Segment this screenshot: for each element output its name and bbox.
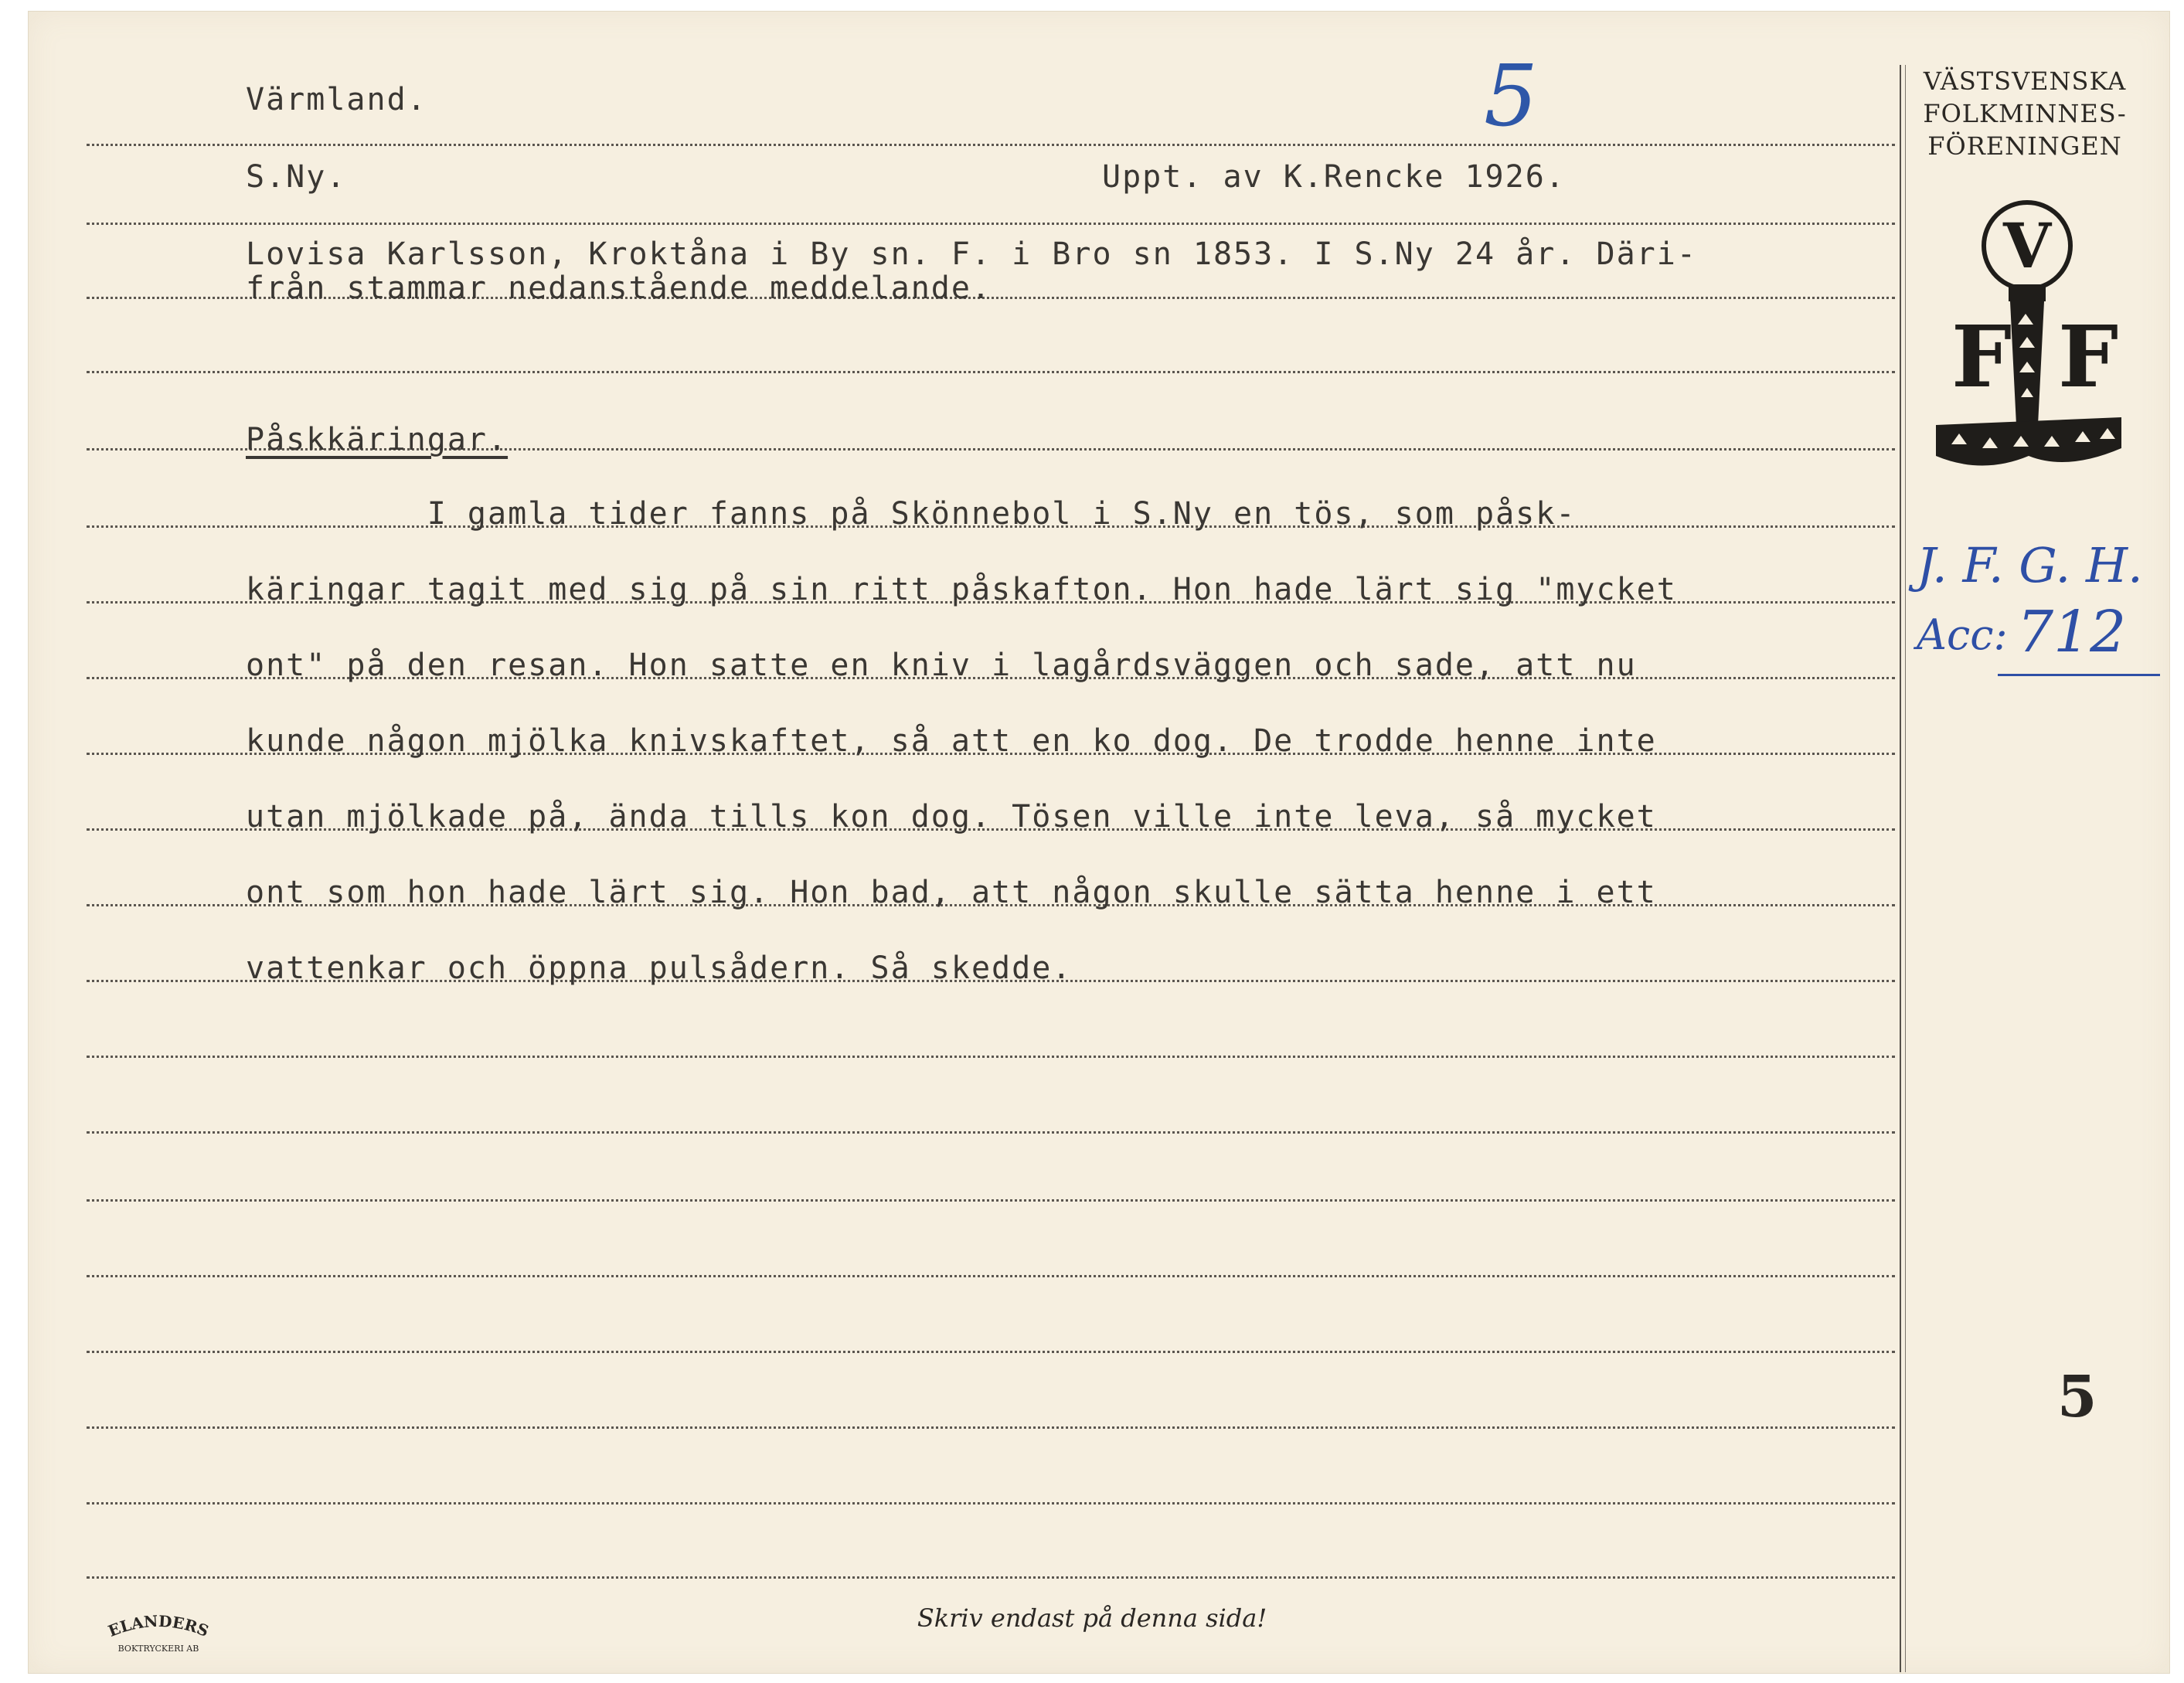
logo-letter-f-left: F <box>1951 307 2012 406</box>
ruled-line <box>87 1502 1895 1504</box>
body-line: ont" på den resan. Hon satte en kniv i lagårdsväggen och sade, att nu <box>246 648 1637 683</box>
body-line: I gamla tider fanns på Skönnebol i S.Ny en tös, som påsk- <box>246 496 1577 532</box>
logo-letter-v: V <box>2002 209 2052 282</box>
story-heading: Påskkäringar. <box>246 422 509 457</box>
ruled-line <box>87 371 1895 373</box>
body-line: ont som hon hade lärt sig. Hon bad, att någon skulle sätta henne i ett <box>246 875 1657 910</box>
printer-name: ELANDERS <box>105 1611 212 1640</box>
ruled-line <box>87 1056 1895 1058</box>
body-line: kunde någon mjölka knivskaftet, så att en ko dog. De trodde henne inte <box>246 723 1657 759</box>
ruled-line <box>87 1426 1895 1429</box>
ruled-line <box>87 1576 1895 1579</box>
printer-subtitle: BOKTRYCKERI AB <box>117 1644 199 1654</box>
body-line: vattenkar och öppna pulsådern. Så skedde. <box>246 950 1073 986</box>
ruled-line <box>87 1351 1895 1353</box>
accession-number: 712 <box>2017 599 2127 665</box>
informant-line-1: Lovisa Karlsson, Kroktåna i By sn. F. i Bro sn 1853. I S.Ny 24 år. Däri- <box>246 236 1697 272</box>
logo-letter-f-right: F <box>2058 307 2119 406</box>
ruled-line <box>87 1275 1895 1277</box>
org-line: FOLKMINNES- <box>1923 99 2127 128</box>
body-line: utan mjölkade på, ända tills kon dog. Tösen ville inte leva, så mycket <box>246 799 1657 835</box>
org-line: VÄSTSVENSKA <box>1923 66 2127 96</box>
organization-name <box>1909 65 2141 162</box>
ruled-line <box>87 1199 1895 1202</box>
archive-code: J. F. G. H. <box>1917 537 2143 593</box>
handwritten-sheet-number: 5 <box>1484 46 1538 145</box>
hammer-logo-icon <box>1928 193 2129 502</box>
informant-line-2: från stammar nedanstående meddelande. <box>246 270 992 306</box>
recorded-by: Uppt. av K.Rencke 1926. <box>1102 159 1566 195</box>
ruled-line <box>87 144 1895 146</box>
margin-line-inner <box>1905 65 1906 1672</box>
org-line: FÖRENINGEN <box>1927 131 2122 161</box>
accession-label: Acc: <box>1917 610 2008 659</box>
footer-instruction: Skriv endast på denna sida! <box>917 1603 1267 1633</box>
province-label: Värmland. <box>246 82 427 117</box>
accession-underline <box>1998 674 2160 676</box>
parish-label: S.Ny. <box>246 159 347 195</box>
ruled-line <box>87 223 1895 225</box>
margin-line <box>1900 65 1901 1672</box>
card-number: 5 <box>2057 1364 2097 1430</box>
body-line: käringar tagit med sig på sin ritt påskafton. Hon hade lärt sig "mycket <box>246 572 1677 607</box>
ruled-line <box>87 1131 1895 1134</box>
